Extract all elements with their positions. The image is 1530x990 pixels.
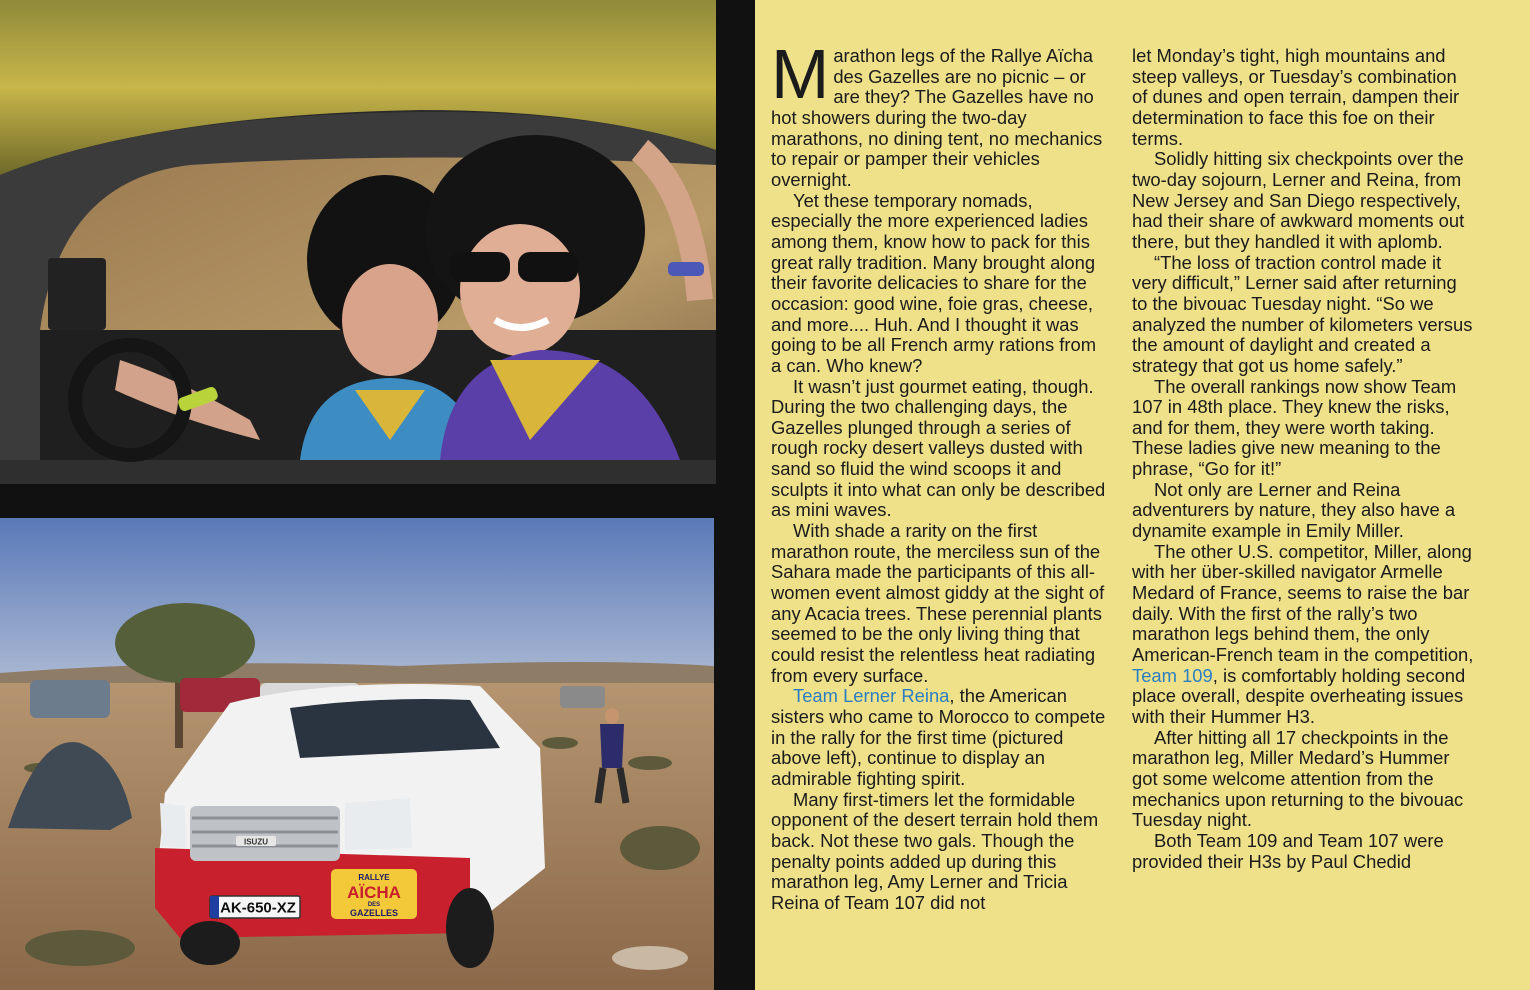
badge-bottom-text: GAZELLES — [349, 908, 399, 918]
photo-bivouac-illustration — [0, 518, 714, 990]
article-paragraph-12 — [1132, 542, 1477, 728]
license-plate — [210, 896, 300, 918]
article-paragraph-10: The overall rankings now show Team 107 in 48th place. They knew the risks, and for them, they were worth taking. These ladies give new meaning to the phrase, “Go for it!” — [1132, 375, 1457, 480]
article-paragraph-13: After hitting all 17 checkpoints in the marathon leg, Miller Medard’s Hummer got some welcome attention from the mechanics upon returning to the bivouac Tuesday night. — [1132, 726, 1464, 831]
article-paragraph-8: Solidly hitting six checkpoints over the two-day sojourn, Lerner and Reina, from New Jersey and San Diego respectively, had their share of awkward moments out there, but they handled it with aplomb. — [1132, 148, 1465, 252]
photo-column — [0, 0, 755, 990]
article-paragraph-12-text-a: The other U.S. competitor, Miller, along with her über-skilled navigator Armelle Medard of France, seems to raise the bar daily. With the first of the rally’s two marathon legs behind them, the only American-French team in the competition, — [1132, 540, 1474, 666]
badge-main-text: AÏCHA — [347, 883, 401, 902]
photo-drivers-in-car — [0, 0, 716, 484]
photo-drivers-illustration — [0, 0, 716, 484]
team-lerner-reina-link[interactable]: Team Lerner Reina — [793, 685, 950, 707]
badge-top-text: RALLYE — [358, 873, 390, 882]
article-paragraph-4: With shade a rarity on the first marathon route, the merciless sun of the Sahara made the participants of this all-women event almost giddy at the sight of any Acacia trees. These perennial plants seemed to be the only living thing that could resist the relentless heat radiating from every surface. — [771, 520, 1105, 686]
team-109-link[interactable]: Team 109 — [1132, 664, 1213, 686]
article-page — [755, 0, 1530, 990]
rallye-badge — [330, 868, 418, 920]
article-paragraph-1-text: arathon legs of the Rallye Aïcha des Gazelles are no picnic – or are they? The Gazelles have no hot showers during the two-day marathons, no dining tent, no mechanics to repair or pamper their vehicles overnight. — [771, 45, 1103, 190]
article-paragraph-6: Many first-timers let the formidable opponent of the desert terrain hold them back. Not these two gals. Though the penalty points added up during this marathon leg, Amy Lerner and Tricia Reina of Team 107 did not — [771, 788, 1099, 913]
article-paragraph-12-text-b: , is comfortably holding second place overall, despite overheating issues with their Hummer H3. — [1132, 664, 1466, 727]
article-paragraph-2: Yet these temporary nomads, especially the more experienced ladies among them, know how to pack for this great rally tradition. Many brought along their favorite delicacies to share for the occasion: good wine, foie gras, cheese, and more.... Huh. And I thought it was going to be all French army rations from a can. Who knew? — [771, 189, 1097, 376]
article-paragraph-9: “The loss of traction control made it very difficult,” Lerner said after returning to the bivouac Tuesday night. “So we analyzed the number of kilometers versus the amount of daylight and created a strategy that got us home safely.” — [1132, 251, 1473, 376]
photo-desert-bivouac — [0, 518, 714, 990]
article-column-left — [771, 35, 1111, 914]
article-paragraph-14: Both Team 109 and Team 107 were provided their H3s by Paul Chedid — [1132, 829, 1444, 872]
license-plate-text: AK-650-XZ — [220, 899, 296, 917]
article-paragraph-5 — [771, 686, 1111, 789]
badge-small-text: DES — [367, 902, 381, 908]
article-paragraph-1 — [771, 35, 1111, 191]
drop-cap: M — [771, 35, 830, 113]
article-paragraph-11: Not only are Lerner and Reina adventurers by nature, they also have a dynamite example in Emily Miller. — [1132, 478, 1456, 542]
grille-brand-text: ISUZU — [244, 837, 268, 847]
article-paragraph-5-text: , the American sisters who came to Morocco to compete in the rally for the first time (pictured above left), continue to display an admirable fighting spirit. — [771, 685, 1106, 789]
article-paragraph-3: It wasn’t just gourmet eating, though. During the two challenging days, the Gazelles plunged through a series of rough rocky desert valleys dusted with sand so fluid the wind scoops it and sculpts it into what can only be described as mini waves. — [771, 375, 1106, 521]
article-paragraph-7: let Monday’s tight, high mountains and steep valleys, or Tuesday’s combination of dunes and open terrain, dampen their determination to face this foe on their terms. — [1132, 45, 1460, 149]
article-column-right — [1132, 46, 1477, 872]
